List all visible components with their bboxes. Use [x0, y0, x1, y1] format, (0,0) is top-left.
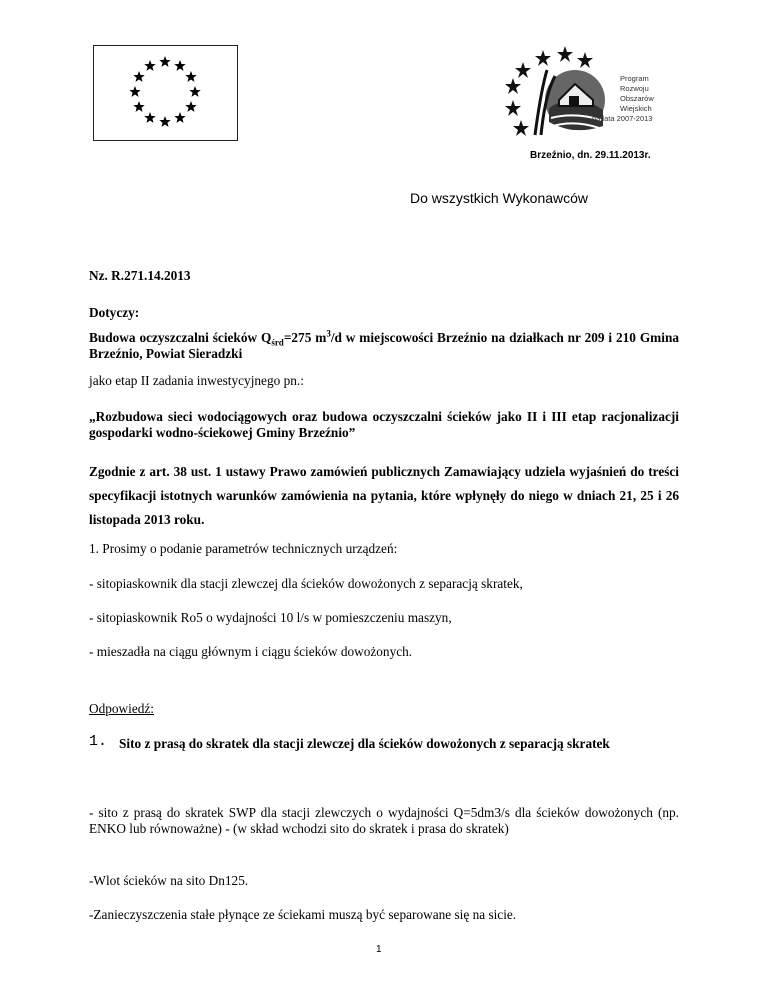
- eu-star-icon: [159, 56, 170, 67]
- question-item: - sitopiaskownik Ro5 o wydajności 10 l/s w pomieszczeniu maszyn,: [89, 610, 452, 625]
- answer-paragraph: -Wlot ścieków na sito Dn125.: [89, 873, 249, 888]
- reference-number: Nz. R.271.14.2013: [89, 268, 191, 283]
- prow-logo-text: [592, 74, 654, 124]
- prow-line: Program: [620, 74, 649, 83]
- answer-paragraph: -Zanieczyszczenia stałe płynące ze ściekami muszą być separowane się na sicie.: [89, 907, 517, 922]
- prow-logo-icon: [505, 40, 620, 140]
- eu-star-icon: [133, 101, 144, 112]
- eu-star-icon: [129, 86, 140, 97]
- subject-title: Budowa oczyszczalni ścieków $Q_{śrd}=275$ $m^3/d$ w miejscowości Brzeźnio na działkach nr 209 i 210 Gmina Brzeźnio, Powiat Sieradzki: [89, 328, 679, 361]
- question-text: 1. Prosimy o podanie parametrów technicznych urządzeń:: [89, 541, 398, 556]
- question-item: - mieszadła na ciągu głównym i ciągu ścieków dowożonych.: [89, 644, 413, 659]
- answer-label: Odpowiedź:: [89, 701, 154, 716]
- page-number: 1: [376, 944, 382, 955]
- eu-star-icon: [133, 71, 144, 82]
- prow-line: Rozwoju: [620, 84, 649, 93]
- document-date: Brzeźnio, dn. 29.11.2013r.: [530, 150, 651, 161]
- eu-star-icon: [174, 112, 185, 123]
- prow-line: na lata 2007-2013: [592, 114, 653, 123]
- subject-label: Dotyczy:: [89, 305, 140, 320]
- intro-paragraph: Zgodnie z art. 38 ust. 1 ustawy Prawo zamówień publicznych Zamawiający udziela wyjaśnień do treści specyfikacji istotnych warunków zamówienia na pytania, które wpłynęły do niego w dniach 21, 25 i 26 listopada 2013 roku.: [89, 464, 679, 527]
- eu-star-icon: [144, 112, 155, 123]
- recipient-line: Do wszystkich Wykonawców: [410, 190, 589, 206]
- eu-star-icon: [185, 71, 196, 82]
- question-item: - sitopiaskownik dla stacji zlewczej dla ścieków dowożonych z separacją skratek,: [89, 576, 523, 591]
- eu-flag-logo: [93, 45, 238, 141]
- eu-star-icon: [144, 60, 155, 71]
- eu-star-icon: [185, 101, 196, 112]
- answer-heading: Sito z prasą do skratek dla stacji zlewczej dla ścieków dowożonych z separacją skratek: [119, 736, 610, 751]
- eu-star-icon: [174, 60, 185, 71]
- answer-number: 1.: [89, 733, 108, 750]
- subject-stage: jako etap II zadania inwestycyjnego pn.:: [89, 373, 304, 388]
- answer-paragraph: - sito z prasą do skratek SWP dla stacji zlewczych o wydajności Q=5dm3/s dla ścieków dowożonych (np. ENKO lub równoważne) - (w skład wchodzi sito do skratek i prasa do skratek): [89, 805, 679, 836]
- project-name: „Rozbudowa sieci wodociągowych oraz budowa oczyszczalni ścieków jako II i III etap racjonalizacji gospodarki wodno-ściekowej Gminy Brzeźnio”: [89, 409, 679, 440]
- prow-line: Wiejskich: [620, 104, 652, 113]
- eu-flag-icon: [94, 46, 237, 140]
- eu-star-icon: [159, 116, 170, 127]
- eu-star-icon: [189, 86, 200, 97]
- prow-line: Obszarów: [620, 94, 654, 103]
